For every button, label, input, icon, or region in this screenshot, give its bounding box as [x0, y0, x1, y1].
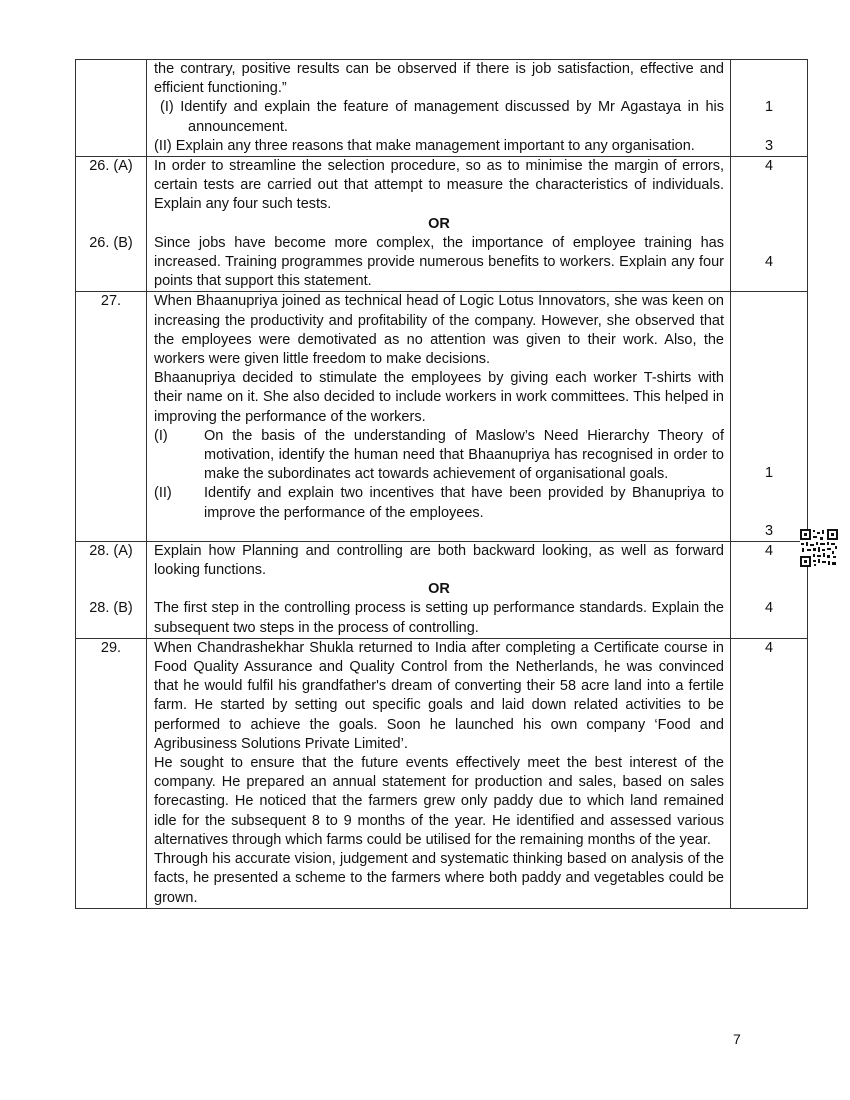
marks-cell	[731, 541, 808, 638]
q25-part2: (II) Explain any three reasons that make management important to any organisation.	[154, 137, 695, 154]
q27-part1	[154, 427, 724, 485]
question-text-cell	[147, 638, 731, 908]
q26b-marks: 4	[764, 253, 774, 270]
q27-part2-text: Identify and explain two incentives that have been provided by Bhanupriya to improve the performance of the employees.	[204, 485, 724, 521]
question-number-cell	[76, 638, 147, 908]
question-number-cell	[76, 157, 147, 292]
q29-marks: 4	[764, 639, 774, 656]
marks-cell	[731, 157, 808, 292]
q28b-marks: 4	[764, 600, 774, 617]
question-table	[75, 59, 808, 909]
q29-para1: When Chandrashekhar Shukla returned to India after completing a Certificate course in Food Quality Assurance and Quality Control from the Netherlands, he was convinced that he would fulfil his grandfather's dream of converting their 58 acre land into a fertile farm. He started by setting out specific goals and laid down related activities to be performed to achieve the goals. Soon he launched his own company ‘Food and Agribusiness Solutions Private Limited’.	[154, 639, 724, 752]
question-row-28	[76, 541, 808, 638]
question-text-cell	[147, 541, 731, 638]
q26a-marks: 4	[764, 158, 774, 175]
question-row-26	[76, 157, 808, 292]
question-row-27	[76, 292, 808, 541]
q27-part2-label: (II)	[154, 485, 172, 502]
q26a-number: 26. (A)	[89, 158, 133, 175]
q27-part2-marks: 3	[764, 522, 774, 539]
q27-para1: When Bhaanupriya joined as technical head of Logic Lotus Innovators, she was keen on increasing the productivity and profitability of the company. However, she observed that the employees were demotivated as no attention was given to their work. Also, the workers were given little freedom to make decisions.	[154, 293, 724, 368]
marks-cell	[731, 638, 808, 908]
q26a-text: In order to streamline the selection procedure, so as to minimise the margin of errors, certain tests are carried out that attempt to measure the characteristics of individuals. Explain any four such tests.	[154, 158, 724, 213]
page-number: 7	[733, 1031, 741, 1047]
question-row-29	[76, 638, 808, 908]
q25-intro: the contrary, positive results can be observed if there is job satisfaction, effective and efficient functioning.”	[154, 61, 724, 97]
q27-part1-text: On the basis of the understanding of Maslow’s Need Hierarchy Theory of motivation, identify the human need that Bhaanupriya has recognised in order to make the subordinates act towards achievement of organisational goals.	[204, 427, 724, 483]
q28a-marks: 4	[764, 542, 774, 559]
q26b-number: 26. (B)	[89, 234, 133, 251]
q28-or-label: OR	[428, 581, 450, 598]
q28a-text: Explain how Planning and controlling are both backward looking, as well as forward looking functions.	[154, 542, 724, 579]
question-number-cell	[76, 292, 147, 541]
marks-cell	[731, 60, 808, 157]
q26b-text: Since jobs have become more complex, the importance of employee training has increased. Training programmes provide numerous benefits to workers. Explain any four points that support this statement.	[154, 234, 724, 290]
question-row-25-cont	[76, 60, 808, 157]
question-number-cell	[76, 60, 147, 157]
question-text-cell	[147, 60, 731, 157]
q29-number: 29.	[100, 639, 122, 656]
q29-para3: Through his accurate vision, judgement and systematic thinking based on analysis of the facts, he presented a scheme to the farmers where both paddy and vegetables could be grown.	[154, 851, 724, 906]
q27-part1-marks: 1	[764, 465, 774, 482]
q26-or-label: OR	[428, 215, 450, 232]
q27-part2	[154, 484, 724, 522]
qr-code-icon	[800, 529, 838, 567]
q28a-number: 28. (A)	[89, 542, 133, 559]
q25-part1-marks: 1	[764, 99, 774, 116]
q27-para2: Bhaanupriya decided to stimulate the employees by giving each worker T-shirts with their name on it. She also decided to include workers in work committees. This helped in improving the performance of the workers.	[154, 370, 724, 425]
q27-number: 27.	[100, 293, 122, 310]
question-text-cell	[147, 157, 731, 292]
question-text-cell	[147, 292, 731, 541]
q27-part1-label: (I)	[154, 427, 168, 444]
q25-part1: (I) Identify and explain the feature of management discussed by Mr Agastaya in his announcement.	[160, 99, 724, 135]
q28b-text: The first step in the controlling process is setting up performance standards. Explain the subsequent two steps in the process of controlling.	[154, 600, 724, 636]
question-number-cell	[76, 541, 147, 638]
q25-part2-marks: 3	[764, 137, 774, 154]
marks-cell	[731, 292, 808, 541]
q29-para2: He sought to ensure that the future events effectively meet the best interest of the company. He prepared an annual statement for production and sales, based on sales forecasting. He noticed that the farmers grew only paddy due to which land remained idle for the subsequent 8 to 9 months of the year. He identified and assessed various alternatives through which farms could be utilised for the remaining months of the year.	[154, 755, 724, 848]
q28b-number: 28. (B)	[89, 600, 133, 617]
